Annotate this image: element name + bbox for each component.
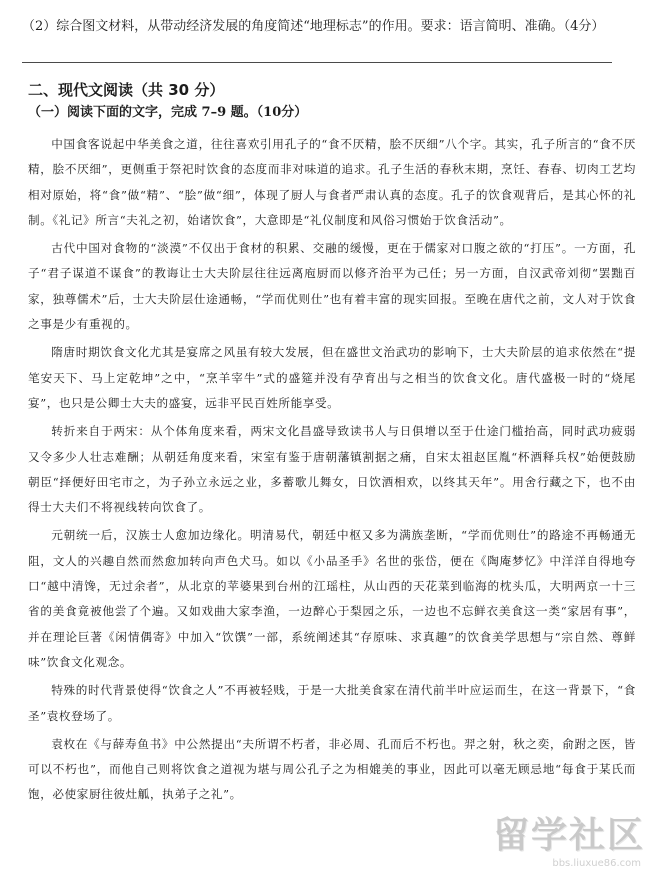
watermark-logo-text: 留学社区 — [492, 815, 645, 856]
question-2-prompt: （2）综合图文材料，从带动经济发展的角度简述“地理标志”的作用。要求：语言简明、准确。（4分） — [22, 19, 605, 34]
site-watermark — [475, 816, 645, 876]
passage-paragraph: 隋唐时期饮食文化尤其是宴席之风虽有较大发展，但在盛世文治武功的影响下，士大夫阶层的追求依然在“提笔安天下、马上定乾坤”之中，“烹羊宰牛”式的盛筵并没有孕育出与之相当的饮食文化。唐代盛极一时的“烧尾宴”，也只是公卿士大夫的盛宴，远非平民百姓所能享受。 — [28, 345, 636, 410]
passage-paragraph: 转折来自于两宋：从个体角度来看，两宋文化昌盛导致读书人与日俱增以至于仕途门槛抬高，同时武功疲弱又令多少人壮志难酬；从朝廷角度来看，宋室有鉴于唐朝藩镇割据之痛，自宋太祖赵匡胤“杯酒释兵权”始便鼓励朝臣“择便好田宅市之，为子孙立永远之业，多蓄歌儿舞女，日饮酒相欢，以终其天年”。用舍行藏之下，也不由得士大夫们不将视线转向饮食了。 — [28, 424, 636, 515]
reading-passage — [28, 132, 636, 811]
subsection-title: （一）阅读下面的文字，完成 7–9 题。（10分） — [28, 105, 308, 120]
passage-paragraph: 古代中国对食物的“淡漠”不仅出于食材的积累、交融的缓慢，更在于儒家对口腹之欲的“打压”。一方面，孔子“君子谋道不谋食”的教诲让士大夫阶层往往远离庖厨而以修齐治平为己任；另一方面，自汉武帝刘彻“罢黜百家，独尊儒术”后，士大夫阶层仕途通畅，“学而优则仕”也有着丰富的现实回报。至晚在唐代之前，文人对于饮食之事是少有重视的。 — [28, 241, 636, 332]
section-divider — [22, 62, 612, 63]
watermark-url: bbs.liuxue86.com — [552, 858, 641, 869]
section-title: 二、现代文阅读（共 30 分） — [28, 81, 225, 99]
passage-paragraph: 中国食客说起中华美食之道，往往喜欢引用孔子的“食不厌精，脍不厌细”八个字。其实，孔子所言的“食不厌精，脍不厌细”，更侧重于祭祀时饮食的态度而非对味道的追求。孔子生活的春秋末期，烹饪、舂春、切肉工艺均相对原始，将“食”做“精”、“脍”做“细”，体现了厨人与食者严肃认真的态度。孔子的饮食观背后，是其心怀的礼制。《礼记》所言“夫礼之初，始诸饮食”，大意即是“礼仪制度和风俗习惯始于饮食活动”。 — [28, 137, 636, 227]
passage-paragraph: 特殊的时代背景使得“饮食之人”不再被轻贱，于是一大批美食家在清代前半叶应运而生，在这一背景下，“食圣”袁枚登场了。 — [28, 683, 636, 723]
passage-paragraph: 元朝统一后，汉族士人愈加边缘化。明清易代，朝廷中枢又多为满族垄断，“学而优则仕”的路途不再畅通无阻，文人的兴趣自然而然愈加转向声色犬马。如以《小品圣手》名世的张岱，便在《陶庵梦忆》中洋洋自得地夸口“越中清馋，无过余者”，从北京的苹婆果到台州的江瑶柱，从山西的天花菜到临海的枕头瓜，大明两京一十三省的美食竟被他尝了个遍。又如戏曲大家李渔，一边醉心于梨园之乐，一边也不忘鲜衣美食这一类“家居有事”，并在理论巨著《闲情偶寄》中加入“饮馔”一部，系统阐述其“存原味、求真趣”的饮食美学思想与“宗自然、尊鲜味”饮食文化观念。 — [28, 528, 636, 669]
passage-paragraph: 袁枚在《与薛寿鱼书》中公然提出“夫所谓不朽者，非必周、孔而后不朽也。羿之射，秋之奕，俞跗之医，皆可以不朽也”，而他自己则将饮食之道视为堪与周公孔子之为相媲美的事业，因此可以毫无顾忌地“每食于某氏而饱，必使家厨往彼灶觚，执弟子之礼”。 — [28, 736, 636, 802]
